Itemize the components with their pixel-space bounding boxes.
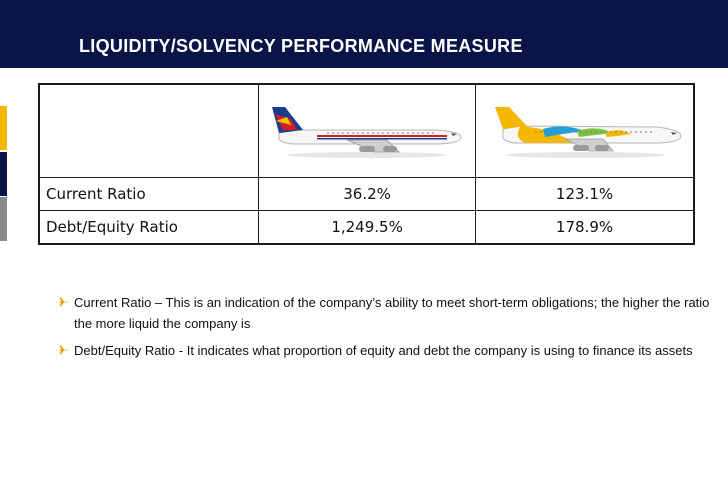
side-accent-gray <box>0 197 7 241</box>
cebu-pacific-plane-icon <box>485 99 685 159</box>
plane-bullet-icon <box>57 344 69 356</box>
slide-header <box>0 0 728 68</box>
pal-value: 1,249.5% <box>259 211 476 245</box>
table-row <box>39 178 694 211</box>
empty-header-cell <box>39 84 259 178</box>
pal-value: 36.2% <box>259 178 476 211</box>
slide-title: LIQUIDITY/SOLVENCY PERFORMANCE MEASURE <box>79 36 523 56</box>
table-header-row <box>39 84 694 178</box>
side-accent-navy <box>0 152 7 196</box>
pal-plane-cell <box>259 84 476 178</box>
bullet-text: Debt/Equity Ratio - It indicates what proportion of equity and debt the company is using to finance its assets <box>74 343 693 358</box>
cebu-plane-cell <box>476 84 694 178</box>
cebu-value: 123.1% <box>476 178 694 211</box>
side-accent-yellow <box>0 106 7 150</box>
plane-bullet-icon <box>57 296 69 308</box>
bullet-text: Current Ratio – This is an indication of the company’s ability to meet short-term obligations; the higher the ratio the more liquid the company is <box>74 295 710 331</box>
cebu-value: 178.9% <box>476 211 694 245</box>
philippine-airlines-plane-icon <box>267 99 467 159</box>
bullet-item <box>57 340 712 361</box>
bullet-item <box>57 292 712 334</box>
ratio-table <box>38 83 695 245</box>
row-label: Current Ratio <box>39 178 259 211</box>
bullet-list <box>57 292 712 367</box>
table-row <box>39 211 694 245</box>
row-label: Debt/Equity Ratio <box>39 211 259 245</box>
